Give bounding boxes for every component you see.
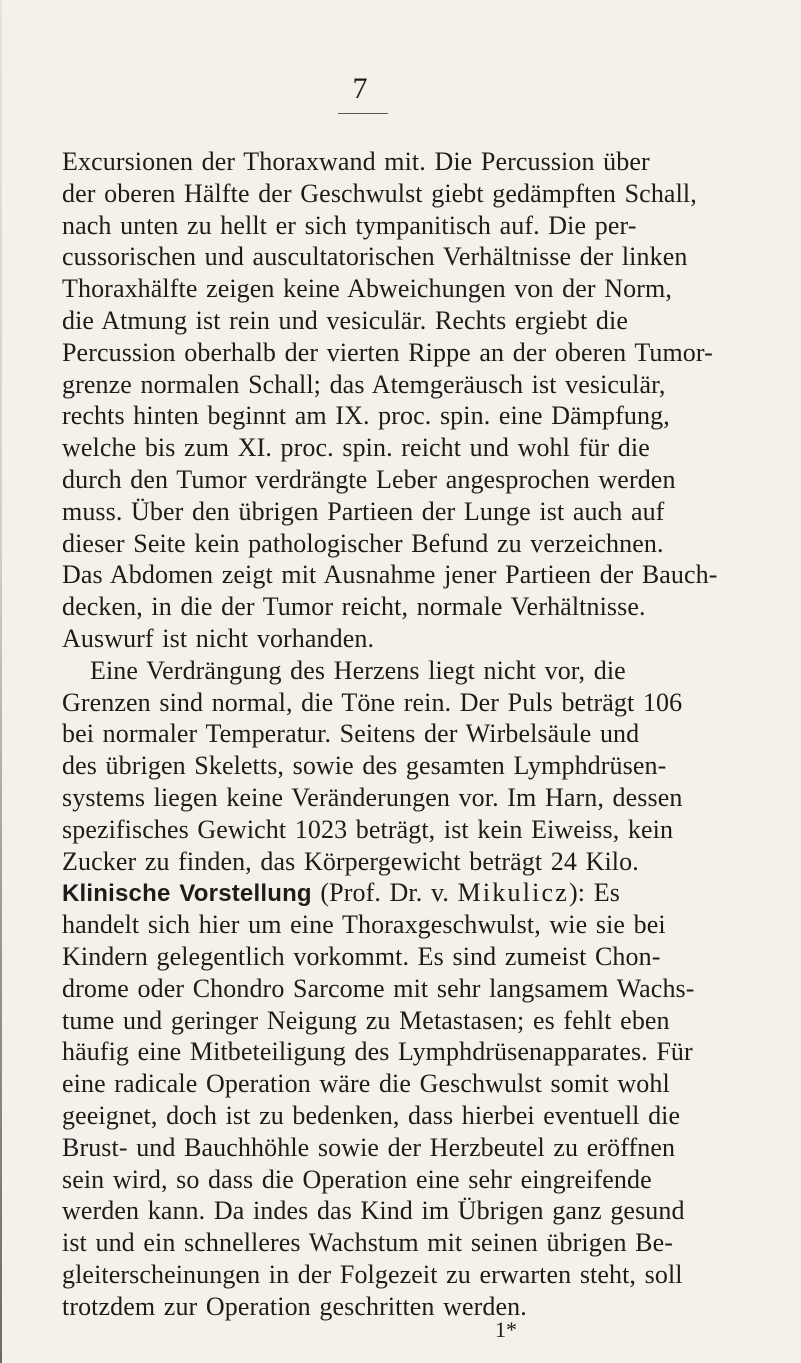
text-line: systems liegen keine Veränderungen vor. Im Harn, dessen	[62, 783, 683, 812]
heading-prefix: (Prof. Dr. v.	[311, 878, 458, 908]
text-line: die Atmung ist rein und vesiculär. Rechts ergiebt die	[62, 306, 628, 335]
text-line: grenze normalen Schall; das Atemgeräusch ist vesiculär,	[62, 369, 666, 399]
text-line: gleiterscheinungen in der Folgezeit zu erwarten steht, soll	[62, 1260, 683, 1289]
text-line: Zucker zu finden, das Körpergewicht beträgt 24 Kilo.	[62, 846, 639, 876]
text-line: durch den Tumor verdrängte Leber angesprochen werden	[62, 465, 676, 494]
text-line: Kindern gelegentlich vorkommt. Es sind zumeist Chon-	[62, 942, 661, 971]
heading-suffix: ): Es	[569, 878, 620, 908]
text-line: decken, in die der Tumor reicht, normale Verhältnisse.	[62, 592, 646, 622]
text-line: werden kann. Da indes das Kind im Übrigen ganz gesund	[62, 1196, 685, 1226]
text-line: muss. Über den übrigen Partieen der Lunge ist auch auf	[62, 496, 665, 526]
text-line: der oberen Hälfte der Geschwulst giebt gedämpften Schall,	[62, 178, 697, 208]
text-line: des übrigen Skeletts, sowie des gesamten Lymphdrüsen-	[62, 751, 667, 781]
text-line: cussorischen und auscultatorischen Verhältnisse der linken	[62, 242, 688, 272]
text-line: sein wird, so dass die Operation eine sehr eingreifende	[62, 1164, 652, 1194]
text-line: nach unten zu hellt er sich tympanitisch auf. Die per-	[62, 210, 637, 240]
text-line: Grenzen sind normal, die Töne rein. Der Puls beträgt 106	[62, 687, 683, 717]
text-line: welche bis zum XI. proc. spin. reicht und wohl für die	[62, 433, 650, 463]
page-number-underline	[338, 113, 388, 114]
text-line: Percussion oberhalb der vierten Rippe an der oberen Tumor-	[62, 337, 713, 367]
text-line: eine radicale Operation wäre die Geschwulst somit wohl	[62, 1069, 670, 1099]
text-line: dieser Seite kein pathologischer Befund zu verzeichnen.	[62, 528, 664, 558]
heading-line	[62, 877, 620, 910]
text-line: Brust- und Bauchhöhle sowie der Herzbeutel zu eröffnen	[62, 1132, 676, 1162]
printer-signature-mark: 1*	[495, 1316, 517, 1342]
text-line: drome oder Chondro Sarcome mit sehr langsamem Wachs-	[62, 973, 695, 1003]
author-name: Mikulicz	[457, 878, 570, 908]
text-line: spezifisches Gewicht 1023 beträgt, ist kein Eiweiss, kein	[62, 814, 674, 844]
text-line: Auswurf ist nicht vorhanden.	[62, 624, 375, 653]
text-line: geeignet, doch ist zu bedenken, dass hierbei eventuell die	[62, 1101, 681, 1130]
text-line: trotzdem zur Operation geschritten werden.	[62, 1291, 527, 1321]
page-number: 7	[352, 72, 368, 105]
text-line: rechts hinten beginnt am IX. proc. spin. eine Dämpfung,	[62, 401, 670, 431]
text-line: handelt sich hier um eine Thoraxgeschwulst, wie sie bei	[62, 910, 666, 940]
text-line: tume und geringer Neigung zu Metastasen; es fehlt eben	[62, 1005, 670, 1035]
text-line: häufig eine Mitbeteiligung des Lymphdrüsenapparates. Für	[62, 1037, 693, 1067]
section-heading: Klinische Vorstellung	[62, 880, 312, 908]
text-line: Eine Verdrängung des Herzens liegt nicht vor, die	[90, 655, 626, 685]
text-line: Excursionen der Thoraxwand mit. Die Percussion über	[62, 147, 650, 176]
text-line: ist und ein schnelleres Wachstum mit seinen übrigen Be-	[62, 1228, 674, 1258]
text-line: bei normaler Temperatur. Seitens der Wirbelsäule und	[62, 719, 640, 749]
text-line: Das Abdomen zeigt mit Ausnahme jener Partieen der Bauch-	[62, 560, 718, 590]
text-line: Thoraxhälfte zeigen keine Abweichungen von der Norm,	[62, 274, 672, 304]
page-edge-shadow	[0, 0, 2, 1363]
